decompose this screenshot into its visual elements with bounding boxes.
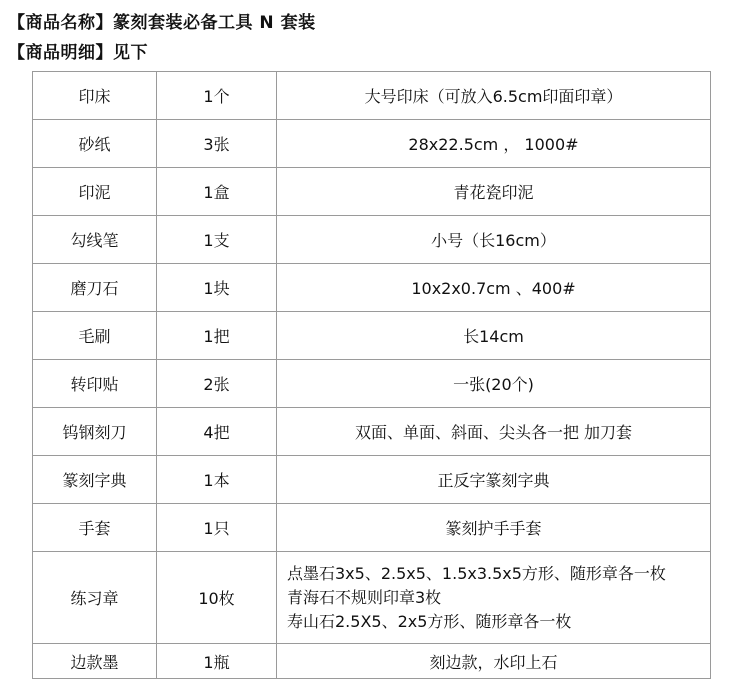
- item-quantity: 10枚: [157, 552, 277, 644]
- table-row: [33, 168, 711, 216]
- item-quantity: 1个: [157, 72, 277, 120]
- item-quantity: 4把: [157, 408, 277, 456]
- item-quantity: 2张: [157, 360, 277, 408]
- table-row: [33, 552, 711, 644]
- item-description: [277, 552, 711, 644]
- item-name: 印泥: [33, 168, 157, 216]
- table-row: [33, 120, 711, 168]
- item-description: 长14cm: [277, 312, 711, 360]
- item-name: 练习章: [33, 552, 157, 644]
- item-description: 刻边款，水印上石: [277, 644, 711, 679]
- item-description: 一张(20个): [277, 360, 711, 408]
- item-description-line: 寿山石2.5X5、2x5方形、随形章各一枚: [287, 611, 572, 631]
- item-name: 手套: [33, 504, 157, 552]
- item-quantity: 3张: [157, 120, 277, 168]
- item-name: 勾线笔: [33, 216, 157, 264]
- table-row: [33, 408, 711, 456]
- item-name: 印床: [33, 72, 157, 120]
- item-quantity: 1块: [157, 264, 277, 312]
- table-row: [33, 312, 711, 360]
- item-description: 小号（长16cm）: [277, 216, 711, 264]
- table-row: [33, 504, 711, 552]
- item-description: 青花瓷印泥: [277, 168, 711, 216]
- table-row: [33, 264, 711, 312]
- item-name: 钨钢刻刀: [33, 408, 157, 456]
- item-name: 边款墨: [33, 644, 157, 679]
- table-row: [33, 360, 711, 408]
- item-description: 正反字篆刻字典: [277, 456, 711, 504]
- item-name: 毛刷: [33, 312, 157, 360]
- item-name: 篆刻字典: [33, 456, 157, 504]
- table-row: [33, 72, 711, 120]
- item-name: 砂纸: [33, 120, 157, 168]
- item-name: 磨刀石: [33, 264, 157, 312]
- item-description: 大号印床（可放入6.5cm印面印章）: [277, 72, 711, 120]
- product-detail-heading: 【商品明细】见下: [8, 43, 148, 63]
- item-quantity: 1瓶: [157, 644, 277, 679]
- product-name-heading: 【商品名称】篆刻套装必备工具 N 套装: [8, 13, 316, 33]
- item-quantity: 1本: [157, 456, 277, 504]
- table-row: [33, 456, 711, 504]
- item-description: 双面、单面、斜面、尖头各一把 加刀套: [277, 408, 711, 456]
- item-quantity: 1支: [157, 216, 277, 264]
- item-quantity: 1只: [157, 504, 277, 552]
- item-description: 28x22.5cm ， 1000#: [277, 120, 711, 168]
- item-description: 篆刻护手手套: [277, 504, 711, 552]
- item-list-table: [32, 71, 711, 679]
- item-description-line: 青海石不规则印章3枚: [287, 587, 442, 607]
- item-quantity: 1把: [157, 312, 277, 360]
- item-description: 10x2x0.7cm 、400#: [277, 264, 711, 312]
- table-row: [33, 644, 711, 679]
- item-description-line: 点墨石3x5、2.5x5、1.5x3.5x5方形、随形章各一枚: [287, 563, 666, 583]
- table-row: [33, 216, 711, 264]
- item-quantity: 1盒: [157, 168, 277, 216]
- item-name: 转印贴: [33, 360, 157, 408]
